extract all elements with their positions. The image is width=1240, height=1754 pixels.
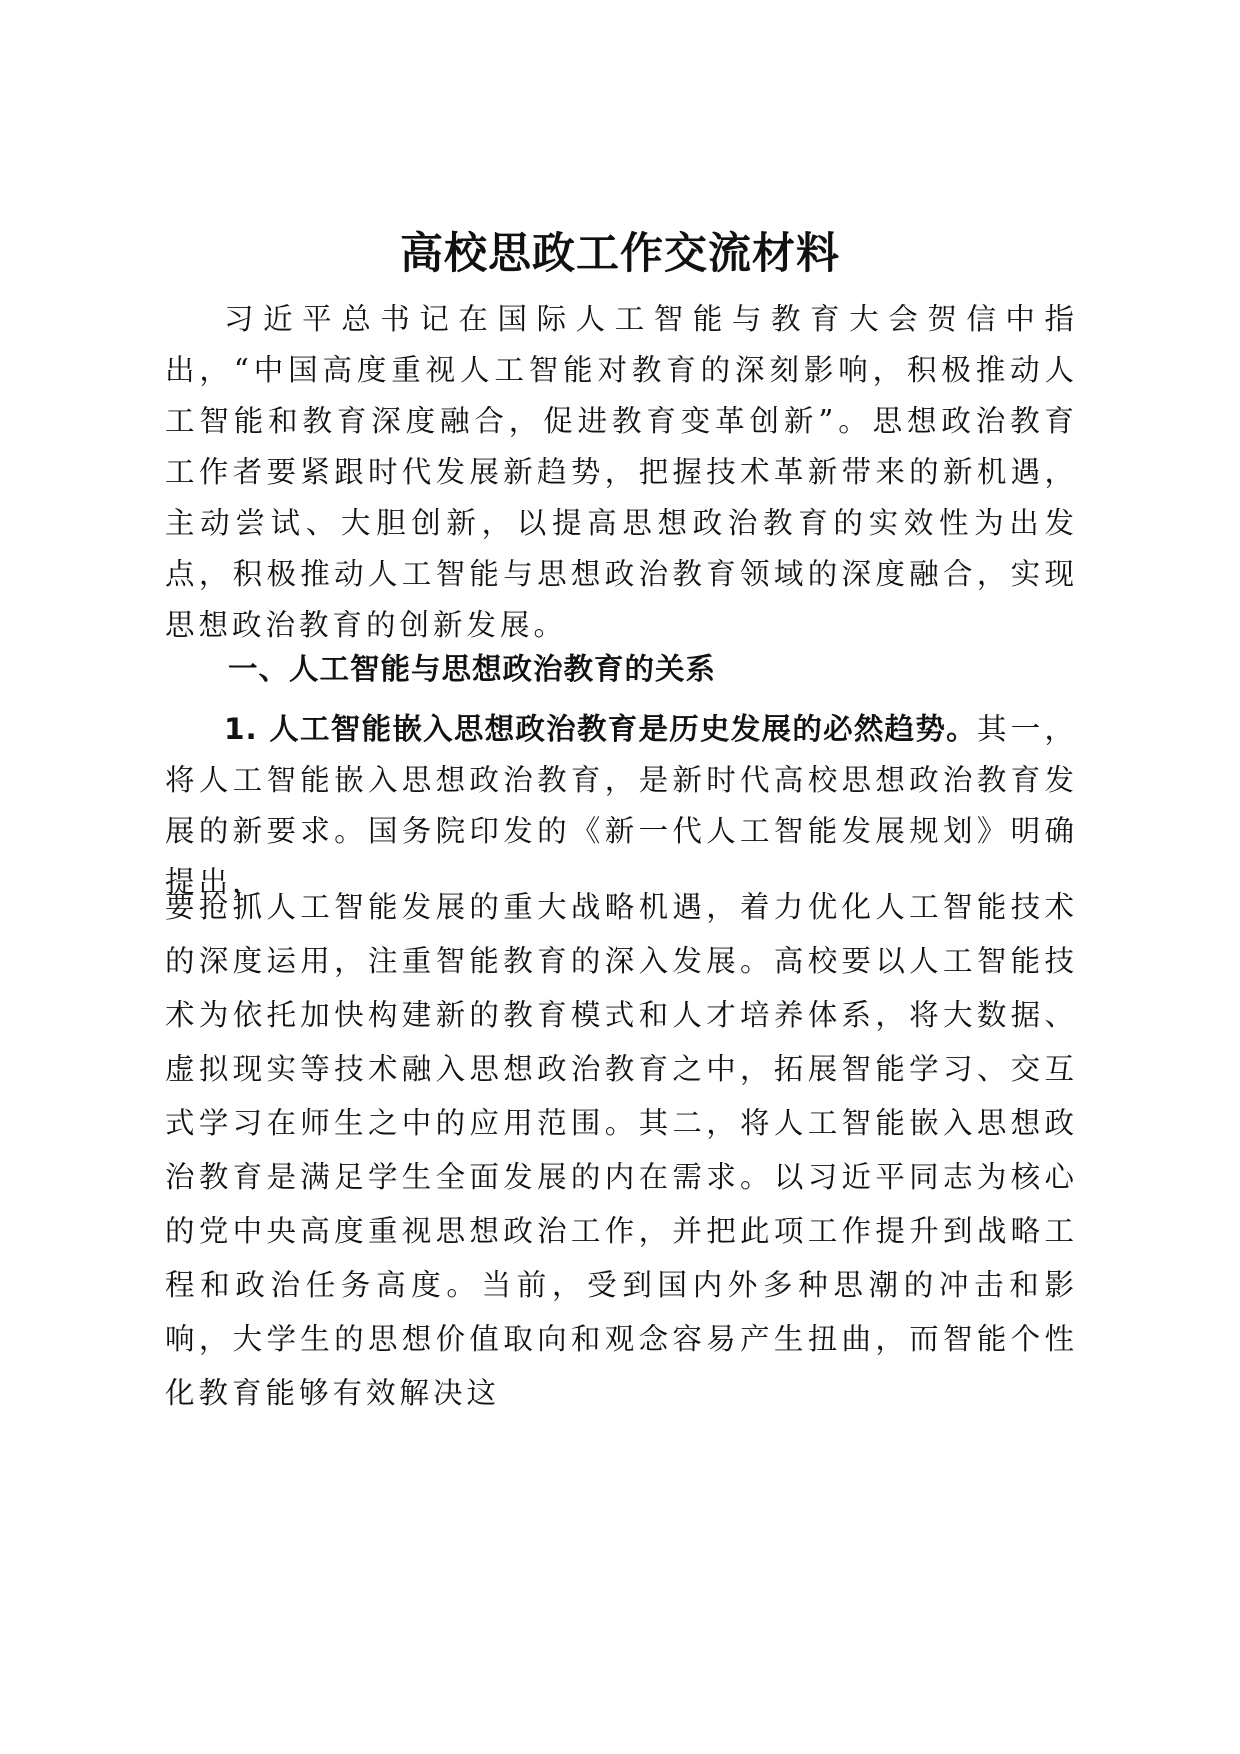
point-1-lead: 1. 人工智能嵌入思想政治教育是历史发展的必然趋势。 bbox=[224, 712, 977, 746]
point-1-continuation: 要抢抓人工智能发展的重大战略机遇，着力优化人工智能技术的深度运用，注重智能教育的深入发展。高校要以人工智能技术为依托加快构建新的教育模式和人才培养体系，将大数据、虚拟现实等技术融入思想政治教育之中，拓展智能学习、交互式学习在师生之中的应用范围。其二，将人工智能嵌入思想政治教育是满足学生全面发展的内在需求。以习近平同志为核心的党中央高度重视思想政治工作，并把此项工作提升到战略工程和政治任务高度。当前，受到国内外多种思潮的冲击和影响，大学生的思想价值取向和观念容易产生扭曲，而智能个性化教育能够有效解决这 bbox=[165, 890, 1078, 1410]
intro-paragraph: 习近平总书记在国际人工智能与教育大会贺信中指出，“中国高度重视人工智能对教育的深刻影响，积极推动人工智能和教育深度融合，促进教育变革创新”。思想政治教育工作者要紧跟时代发展新趋势，把握技术革新带来的新机遇，主动尝试、大胆创新，以提高思想政治教育的实效性为出发点，积极推动人工智能与思想政治教育领域的深度融合，实现思想政治教育的创新发展。 bbox=[165, 302, 1078, 642]
point-1-text: 其一，将人工智能嵌入思想政治教育，是新时代高校思想政治教育发展的新要求。国务院印发的《新一代人工智能发展规划》明确提出， bbox=[165, 712, 1078, 899]
point-1-paragraph bbox=[165, 704, 1078, 899]
document-title: 高校思政工作交流材料 bbox=[400, 229, 840, 279]
section-heading: 一、人工智能与思想政治教育的关系 bbox=[228, 652, 717, 686]
